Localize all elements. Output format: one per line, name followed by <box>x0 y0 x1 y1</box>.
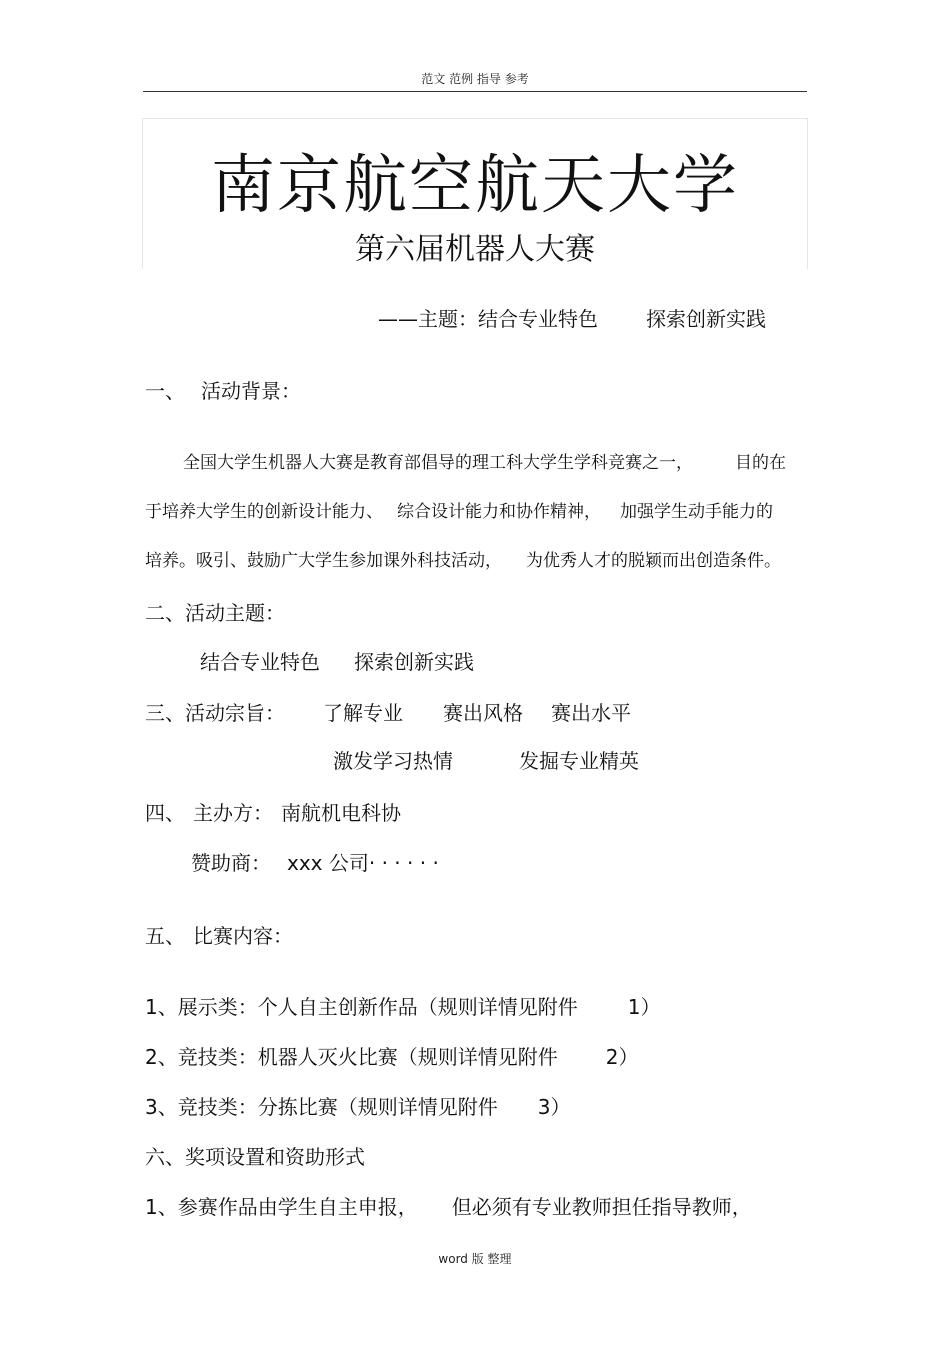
document-title: 南京航空航天大学 <box>211 149 739 223</box>
purpose-item-1: 了解专业 <box>323 701 403 725</box>
purpose-item-4: 激发学习热情 <box>333 749 453 773</box>
organizer-value: 南航机电科协 <box>281 801 401 825</box>
section5-heading <box>145 920 293 949</box>
content-item-2-num: 2） <box>605 1045 639 1069</box>
section3-line1 <box>145 697 631 726</box>
background-para-line2 <box>145 497 773 522</box>
theme-rest: 探索创新实践 <box>646 307 766 331</box>
section6-line1-b: 但必须有专业教师担任指导教师， <box>451 1195 752 1219</box>
sponsor-label: 赞助商： <box>191 851 271 875</box>
theme-line <box>378 303 766 332</box>
section4-line2 <box>191 847 439 876</box>
section1-number: 一、 <box>145 379 185 403</box>
content-item-3 <box>145 1091 570 1120</box>
document-subtitle: 第六届机器人大赛 <box>355 232 595 267</box>
section4-line1 <box>145 797 401 826</box>
theme-part-a: 结合专业特色 <box>200 650 320 674</box>
content-item-1-text: 1、展示类：个人自主创新作品（规则详情见附件 <box>145 995 578 1019</box>
para-line2-b: 综合设计能力和协作精神， <box>397 502 601 522</box>
section3-line2 <box>333 745 639 774</box>
section1-title: 活动背景： <box>201 379 301 403</box>
section2-heading: 二、活动主题： <box>145 601 285 625</box>
header-divider <box>143 91 807 92</box>
para-line2-c: 加强学生动手能力的 <box>620 502 773 522</box>
organizer-label: 主办方： <box>193 801 273 825</box>
purpose-item-2: 赛出风格 <box>443 701 523 725</box>
section6-line1 <box>145 1191 752 1220</box>
content-item-1 <box>145 991 660 1020</box>
content-item-3-text: 3、竞技类：分拣比赛（规则详情见附件 <box>145 1095 498 1119</box>
background-para-line3 <box>145 546 781 571</box>
para-line1-b: 目的在 <box>735 453 786 473</box>
content-item-2 <box>145 1041 638 1070</box>
section6-line1-a: 1、参赛作品由学生自主申报， <box>145 1195 418 1219</box>
page-footer: word 版 整理 <box>438 1252 512 1266</box>
sponsor-value: xxx 公司· · · · · · <box>287 851 439 875</box>
section5-number: 五、 <box>145 924 185 948</box>
background-para-line1 <box>183 448 786 473</box>
purpose-item-3: 赛出水平 <box>551 701 631 725</box>
section4-number: 四、 <box>145 801 185 825</box>
section1-heading <box>145 375 301 404</box>
page-header: 范文 范例 指导 参考 <box>421 72 529 86</box>
section6-heading: 六、奖项设置和资助形式 <box>145 1145 365 1169</box>
para-line3-b: 为优秀人才的脱颖而出创造条件。 <box>526 551 781 571</box>
purpose-item-5: 发掘专业精英 <box>519 749 639 773</box>
content-item-1-num: 1） <box>627 995 661 1019</box>
section3-title: 三、活动宗旨： <box>145 701 285 725</box>
theme-prefix: ——主题：结合专业特色 <box>378 307 598 331</box>
content-item-3-num: 3） <box>537 1095 571 1119</box>
content-item-2-text: 2、竞技类：机器人灭火比赛（规则详情见附件 <box>145 1045 558 1069</box>
para-line2-a: 于培养大学生的创新设计能力、 <box>145 502 383 522</box>
para-line3-a: 培养。吸引、鼓励广大学生参加课外科技活动， <box>145 551 502 571</box>
section5-title: 比赛内容： <box>193 924 293 948</box>
section2-theme <box>200 646 474 675</box>
theme-part-b: 探索创新实践 <box>354 650 474 674</box>
para-line1-a: 全国大学生机器人大赛是教育部倡导的理工科大学生学科竞赛之一， <box>183 453 693 473</box>
